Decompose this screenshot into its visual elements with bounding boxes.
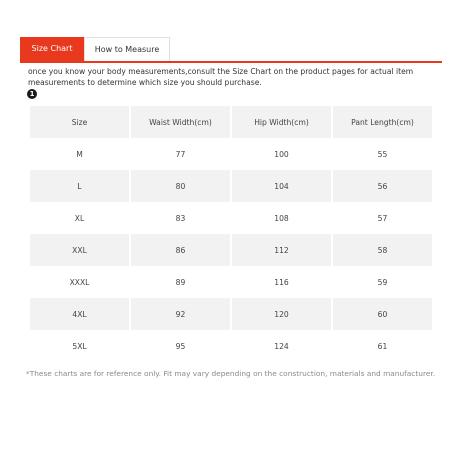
table-cell: 108 <box>232 202 331 234</box>
table-row <box>30 138 432 170</box>
column-header: Size <box>30 106 129 138</box>
table-cell: 55 <box>333 138 432 170</box>
table-cell: 89 <box>131 266 230 298</box>
table-row <box>30 266 432 298</box>
tab-how-to-measure[interactable]: How to Measure <box>84 37 170 61</box>
table-cell: XXL <box>30 234 129 266</box>
table-cell: 124 <box>232 330 331 362</box>
table-row <box>30 330 432 362</box>
table-row <box>30 170 432 202</box>
tab-size-chart[interactable]: Size Chart <box>20 37 84 61</box>
table-cell: 58 <box>333 234 432 266</box>
table-cell: XL <box>30 202 129 234</box>
table-cell: 5XL <box>30 330 129 362</box>
table-cell: 59 <box>333 266 432 298</box>
column-header: Pant Length(cm) <box>333 106 432 138</box>
table-cell: L <box>30 170 129 202</box>
table-header-row <box>30 106 432 138</box>
table-cell: 4XL <box>30 298 129 330</box>
table-cell: 100 <box>232 138 331 170</box>
table-cell: 86 <box>131 234 230 266</box>
table-cell: 57 <box>333 202 432 234</box>
tab-bar <box>20 37 170 61</box>
tab-underline-divider <box>20 61 442 63</box>
table-cell: 77 <box>131 138 230 170</box>
table-row <box>30 298 432 330</box>
column-header: Hip Width(cm) <box>232 106 331 138</box>
intro-text: once you know your body measurements,consult the Size Chart on the product pages for actual item measurements to determine which size you should purchase. <box>28 67 414 87</box>
table-row <box>30 202 432 234</box>
table-cell: XXXL <box>30 266 129 298</box>
table-cell: 61 <box>333 330 432 362</box>
disclaimer-footnote: *These charts are for reference only. Fit may vary depending on the construction, materials and manufacturer. <box>26 369 436 378</box>
table-cell: 95 <box>131 330 230 362</box>
size-table <box>28 106 434 362</box>
table-row <box>30 234 432 266</box>
table-cell: 104 <box>232 170 331 202</box>
table-cell: 83 <box>131 202 230 234</box>
table-cell: 120 <box>232 298 331 330</box>
table-cell: 92 <box>131 298 230 330</box>
table-cell: 80 <box>131 170 230 202</box>
table-cell: 112 <box>232 234 331 266</box>
table-cell: 56 <box>333 170 432 202</box>
table-cell: 60 <box>333 298 432 330</box>
step-number-badge: 1 <box>27 89 37 99</box>
column-header: Waist Width(cm) <box>131 106 230 138</box>
table-cell: 116 <box>232 266 331 298</box>
table-cell: M <box>30 138 129 170</box>
